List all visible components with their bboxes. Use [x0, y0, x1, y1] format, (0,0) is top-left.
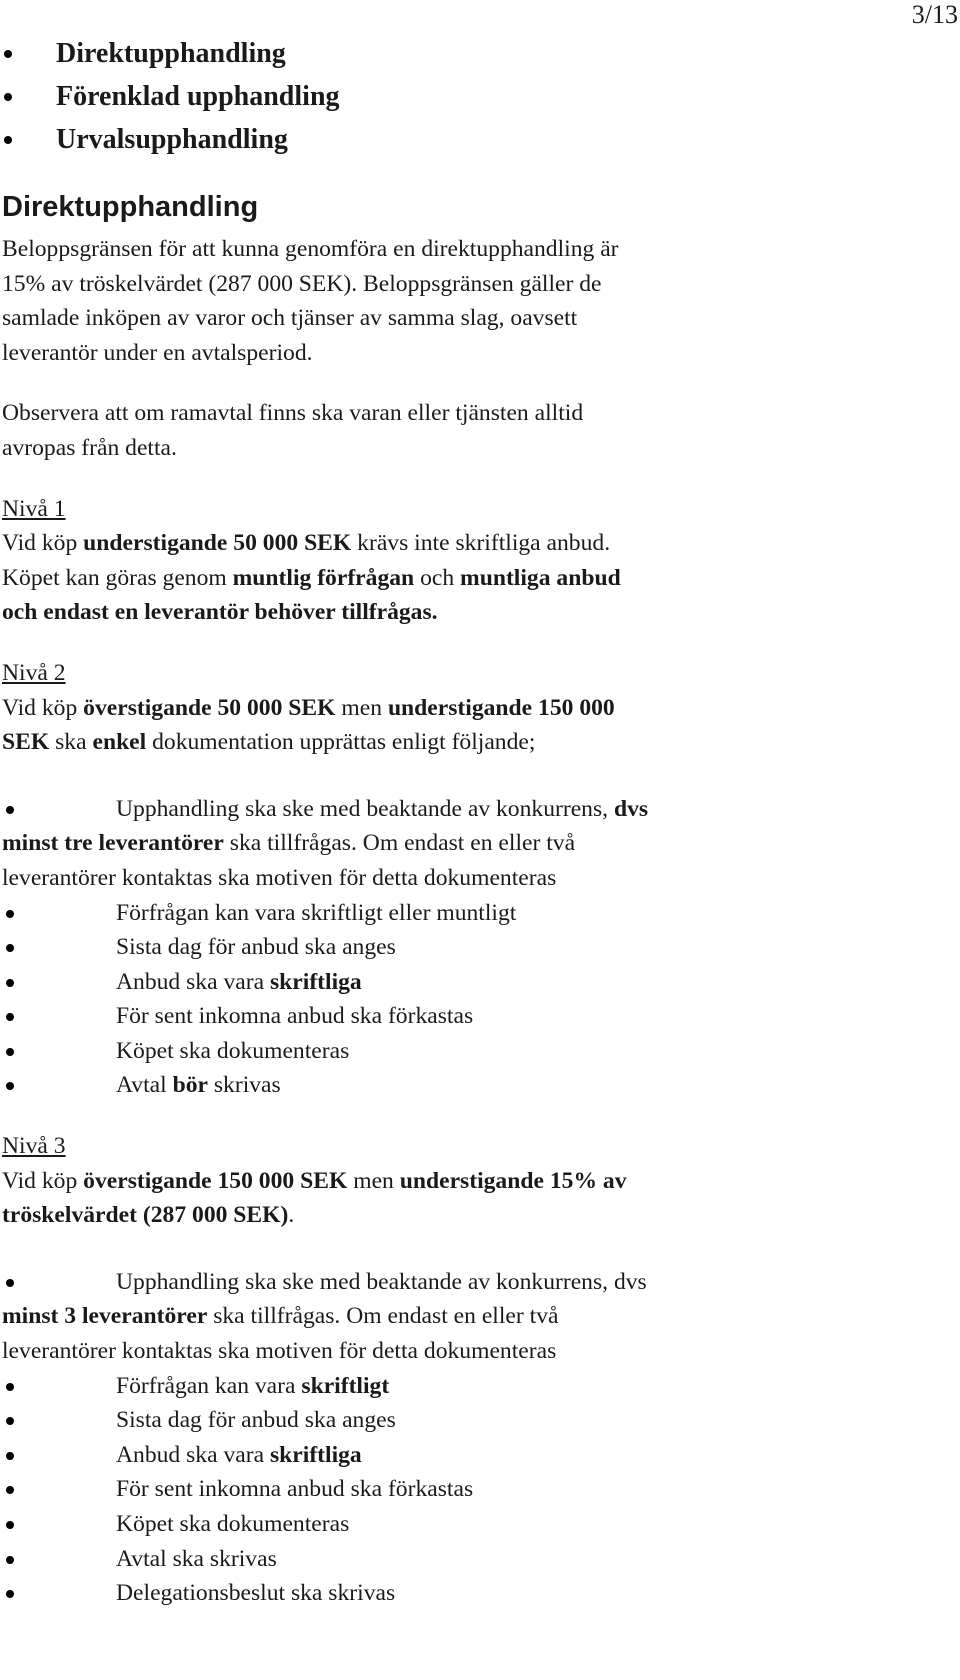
toc-item-urvalsupphandling: Urvalsupphandling [0, 118, 340, 161]
level2-bullet-written-bids: Anbud ska vara skriftliga [2, 965, 952, 1000]
level2-bullet-documented: Köpet ska dokumenteras [2, 1034, 952, 1069]
level2-bullet-late-bids: För sent inkomna anbud ska förkastas [2, 999, 952, 1034]
level1-line-3: och endast en leverantör behöver tillfrågas. [2, 599, 438, 626]
level2-bullet-request: Förfrågan kan vara skriftligt eller muntligt [2, 896, 952, 931]
intro-line-4: leverantör under en avtalsperiod. [2, 339, 313, 366]
level1-line-2: Köpet kan göras genom muntlig förfrågan och muntliga anbud [2, 564, 621, 591]
note-line-2: avropas från detta. [2, 434, 177, 461]
level3-line-2: tröskelvärdet (287 000 SEK). [2, 1202, 295, 1229]
level2-title: Nivå 2 [2, 659, 66, 686]
toc-item-forenklad-upphandling: Förenklad upphandling [0, 75, 340, 118]
level3-bullet-contract: Avtal ska skrivas [2, 1542, 952, 1577]
level2-line-1: Vid köp överstigande 50 000 SEK men understigande 150 000 [2, 694, 615, 721]
level2-line-2: SEK ska enkel dokumentation upprättas enligt följande; [2, 729, 536, 756]
level2-bullet-contract: Avtal bör skrivas [2, 1068, 952, 1103]
level3-title: Nivå 3 [2, 1133, 66, 1160]
intro-line-2: 15% av tröskelvärdet (287 000 SEK). Beloppsgränsen gäller de [2, 270, 602, 297]
level3-bullet-request: Förfrågan kan vara skriftligt [2, 1369, 952, 1404]
level1-line-1: Vid köp understigande 50 000 SEK krävs inte skriftliga anbud. [2, 530, 611, 557]
note-line-1: Observera att om ramavtal finns ska varan eller tjänsten alltid [2, 400, 584, 427]
intro-line-3: samlade inköpen av varor och tjänser av samma slag, oavsett [2, 305, 578, 332]
level1-title: Nivå 1 [2, 495, 66, 522]
level3-bullet-deadline: Sista dag för anbud ska anges [2, 1403, 952, 1438]
level3-bullet-late-bids: För sent inkomna anbud ska förkastas [2, 1472, 952, 1507]
toc-list [0, 32, 340, 161]
level3-bullet-written-bids: Anbud ska vara skriftliga [2, 1438, 952, 1473]
level2-competition-bullet: Upphandling ska ske med beaktande av konkurrens, dvs minst tre leverantörer ska tillfrågas. Om endast en eller två leverantörer kontaktas ska motiven för detta dokumenteras [2, 792, 952, 896]
level3-bullet-delegation: Delegationsbeslut ska skrivas [2, 1576, 952, 1611]
level3-line-1: Vid köp överstigande 150 000 SEK men understigande 15% av [2, 1167, 627, 1194]
level3-bullet-documented: Köpet ska dokumenteras [2, 1507, 952, 1542]
toc-item-direktupphandling: Direktupphandling [0, 32, 340, 75]
level2-bullet-deadline: Sista dag för anbud ska anges [2, 930, 952, 965]
page-number: 3/13 [911, 0, 958, 29]
section-heading: Direktupphandling [2, 191, 259, 223]
level3-competition-bullet: Upphandling ska ske med beaktande av konkurrens, dvs minst 3 leverantörer ska tillfrågas. Om endast en eller två leverantörer kontaktas ska motiven för detta dokumenteras [2, 1265, 952, 1369]
section-content [2, 232, 952, 1611]
intro-line-1: Beloppsgränsen för att kunna genomföra en direktupphandling är [2, 236, 619, 262]
